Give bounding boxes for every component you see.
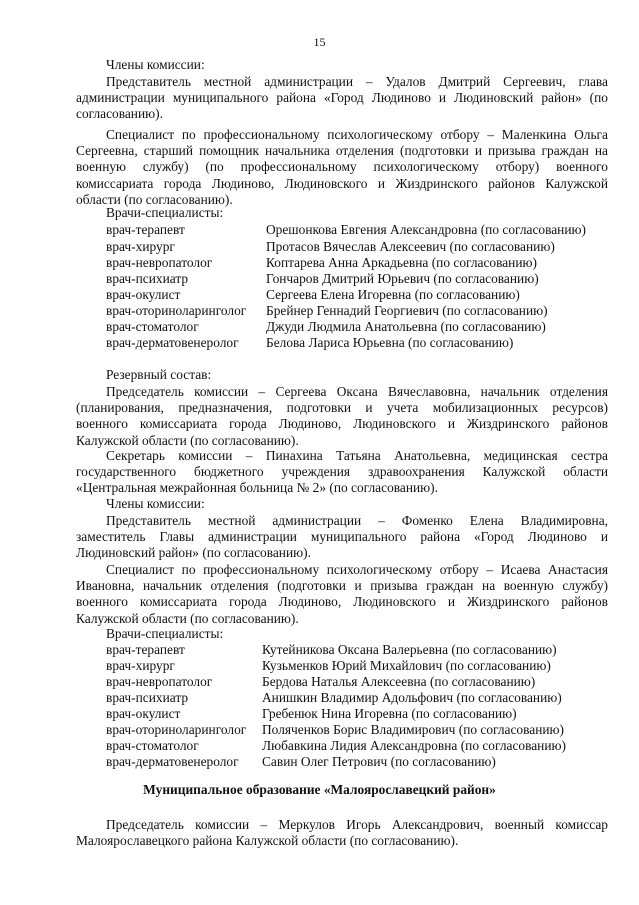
paragraph-line: администрации муниципального района «Город Людиново и Людиновский район» (по <box>76 90 608 106</box>
doctor-role: врач-невропатолог <box>106 255 213 270</box>
paragraph-line: военного комиссариата города Людиново, Людиновского и Жиздринского районов <box>76 416 608 432</box>
doctor-name: Гончаров Дмитрий Юрьевич (по согласованию) <box>266 271 539 286</box>
doctor-row <box>106 335 616 351</box>
doctor-name: Сергеева Елена Игоревна (по согласованию) <box>266 287 520 302</box>
doctor-role: врач-хирург <box>106 239 175 254</box>
doctor-row <box>106 706 616 722</box>
doctor-row <box>106 722 616 738</box>
doctor-name: Кузьменков Юрий Михайлович (по согласованию) <box>262 658 551 673</box>
doctors-label: Врачи-специалисты: <box>106 205 224 220</box>
doctor-role: врач-терапевт <box>106 222 185 237</box>
doctor-role: врач-психиатр <box>106 690 189 705</box>
reserve-secretary-paragraph <box>76 448 608 497</box>
doctor-name: Кутейникова Оксана Валерьевна (по согласованию) <box>262 642 557 657</box>
doctor-row <box>106 674 616 690</box>
admin-representative-paragraph <box>76 74 608 123</box>
section-heading: Муниципальное образование «Малоярославецкий район» <box>143 782 496 797</box>
doctor-role: врач-психиатр <box>106 271 189 286</box>
reserve-chairman-paragraph <box>76 384 608 449</box>
doctor-row <box>106 658 616 674</box>
doctor-role: врач-хирург <box>106 658 175 673</box>
paragraph-line: Специалист по профессиональному психологическому отбору – Исаева Анастасия <box>106 562 608 577</box>
doctor-name: Джуди Людмила Анатольевна (по согласованию) <box>266 319 546 334</box>
reserve-admin-representative-paragraph <box>76 513 608 562</box>
doctor-row <box>106 222 616 238</box>
doctor-name: Орешонкова Евгения Александровна (по согласованию) <box>266 222 586 237</box>
reserve-label: Резервный состав: <box>106 367 212 382</box>
paragraph-line: Представитель местной администрации – Удалов Дмитрий Сергеевич, глава <box>106 74 608 89</box>
doctor-name: Анишкин Владимир Адольфович (по согласованию) <box>262 690 562 705</box>
paragraph-line: военного комиссариата города Людиново, Людиновского и Жиздринского районов <box>76 594 608 610</box>
paragraph-line: согласованию). <box>76 106 163 122</box>
paragraph-line: Председатель комиссии – Сергеева Оксана Вячеславовна, начальник отделения <box>106 384 608 399</box>
doctor-row <box>106 690 616 706</box>
doctor-row <box>106 271 616 287</box>
doctor-role: врач-невропатолог <box>106 674 213 689</box>
reserve-members-label: Члены комиссии: <box>106 496 205 511</box>
doctor-role: врач-дерматовенеролог <box>106 754 239 769</box>
doctor-name: Белова Лариса Юрьевна (по согласованию) <box>266 335 514 350</box>
doctor-row <box>106 319 616 335</box>
paragraph-line: (планирования, предназначения, подготовки и учета мобилизационных ресурсов) <box>76 400 608 416</box>
paragraph-line: Малоярославецкого района Калужской области (по согласованию). <box>76 833 459 849</box>
doctor-row <box>106 239 616 255</box>
paragraph-line: Секретарь комиссии – Пинахина Татьяна Анатольевна, медицинская сестра <box>106 448 608 463</box>
reserve-doctors-label: Врачи-специалисты: <box>106 626 224 641</box>
psych-specialist-paragraph <box>76 127 608 208</box>
doctor-row <box>106 287 616 303</box>
doctor-role: врач-окулист <box>106 706 181 721</box>
paragraph-line: Специалист по профессиональному психологическому отбору – Маленкина Ольга <box>106 127 608 142</box>
doctor-role: врач-терапевт <box>106 642 185 657</box>
doctor-role: врач-оториноларинголог <box>106 722 247 737</box>
paragraph-line: области (по согласованию). <box>76 191 233 207</box>
paragraph-line: комиссариата города Людиново, Людиновского и Жиздринского районов Калужской <box>76 175 608 191</box>
doctor-row <box>106 303 616 319</box>
doctor-name: Савин Олег Петрович (по согласованию) <box>262 754 496 769</box>
paragraph-line: заместитель Главы администрации муниципального района «Город Людиново и <box>76 529 608 545</box>
doctor-name: Коптарева Анна Аркадьевна (по согласованию) <box>266 255 537 270</box>
doctor-role: врач-дерматовенеролог <box>106 335 239 350</box>
doctor-row <box>106 738 616 754</box>
paragraph-line: Калужской области (по согласованию). <box>76 610 299 626</box>
paragraph-line: Председатель комиссии – Меркулов Игорь Александрович, военный комиссар <box>106 817 608 832</box>
doctor-row <box>106 255 616 271</box>
page-number: 15 <box>313 35 326 49</box>
doctor-row <box>106 642 616 658</box>
paragraph-line: Калужской области (по согласованию). <box>76 432 299 448</box>
doctor-name: Бердова Наталья Алексеевна (по согласованию) <box>262 674 536 689</box>
doctor-name: Гребенюк Нина Игоревна (по согласованию) <box>262 706 517 721</box>
paragraph-line: военную службу) (по профессиональному психологическому отбору) военного <box>76 159 608 175</box>
doctor-name: Брейнер Геннадий Георгиевич (по согласованию) <box>266 303 548 318</box>
paragraph-line: «Центральная межрайонная больница № 2» (по согласованию). <box>76 480 438 496</box>
paragraph-line: Людиновский район» (по согласованию). <box>76 545 311 561</box>
doctor-role: врач-оториноларинголог <box>106 303 247 318</box>
paragraph-line: Ивановна, начальник отделения (подготовки и призыва граждан на военную службу) <box>76 578 608 594</box>
doctor-name: Поляченков Борис Владимирович (по согласованию) <box>262 722 565 737</box>
section2-chairman-paragraph <box>76 817 608 849</box>
doctor-row <box>106 754 616 770</box>
members-label: Члены комиссии: <box>106 57 205 72</box>
doctor-role: врач-окулист <box>106 287 181 302</box>
reserve-psych-specialist-paragraph <box>76 562 608 627</box>
doctor-name: Любавкина Лидия Александровна (по согласованию) <box>262 738 566 753</box>
paragraph-line: Представитель местной администрации – Фоменко Елена Владимировна, <box>106 513 608 528</box>
doctor-role: врач-стоматолог <box>106 738 199 753</box>
doctor-name: Протасов Вячеслав Алексеевич (по согласованию) <box>266 239 555 254</box>
paragraph-line: государственного бюджетного учреждения здравоохранения Калужской области <box>76 464 608 480</box>
paragraph-line: Сергеевна, старший помощник начальника отделения (подготовки и призыва граждан на <box>76 143 608 159</box>
doctor-role: врач-стоматолог <box>106 319 199 334</box>
